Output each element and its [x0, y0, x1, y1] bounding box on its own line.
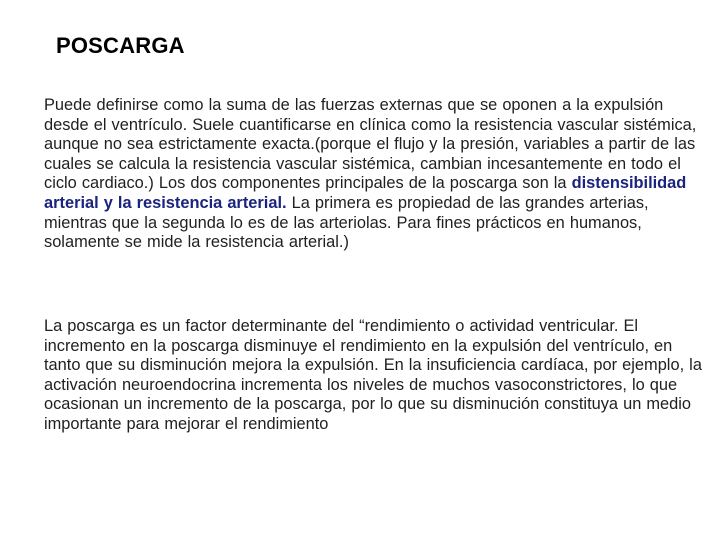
paragraph-definition: [44, 96, 708, 253]
paragraph-definition-text-1: Puede definirse como la suma de las fuerzas externas que se oponen a la expulsión desde el ventrículo. Suele cuantificarse en clínica como la resistencia vascular sistémica, aunque no sea estrictamente exacta.(porque el flujo y la presión, variables a partir de las cuales se calcula la resistencia vascular sistémica, cambian incesantemente en todo el ciclo cardiaco.) Los dos componentes principales de la poscarga son la: [44, 96, 697, 193]
emphasized-components: distensibilidad arterial y la resistencia arterial.: [44, 174, 687, 212]
paragraph-definition-text-2: La primera es propiedad de las grandes arterias, mientras que la segunda lo es de las arteriolas. Para fines prácticos en humanos, solamente se mide la resistencia arterial.): [44, 193, 649, 252]
paragraph-determinant: La poscarga es un factor determinante del “rendimiento o actividad ventricular. El incremento en la poscarga disminuye el rendimiento en la expulsión del ventrículo, en tanto que su disminución mejora la expulsión. En la insuficiencia cardíaca, por ejemplo, la activación neuroendocrina incrementa los niveles de muchos vasoconstrictores, lo que ocasionan un incremento de la poscarga, por lo que su disminución constituya un medio importante para mejorar el rendimiento: [44, 317, 702, 433]
slide-title: POSCARGA: [56, 33, 185, 58]
